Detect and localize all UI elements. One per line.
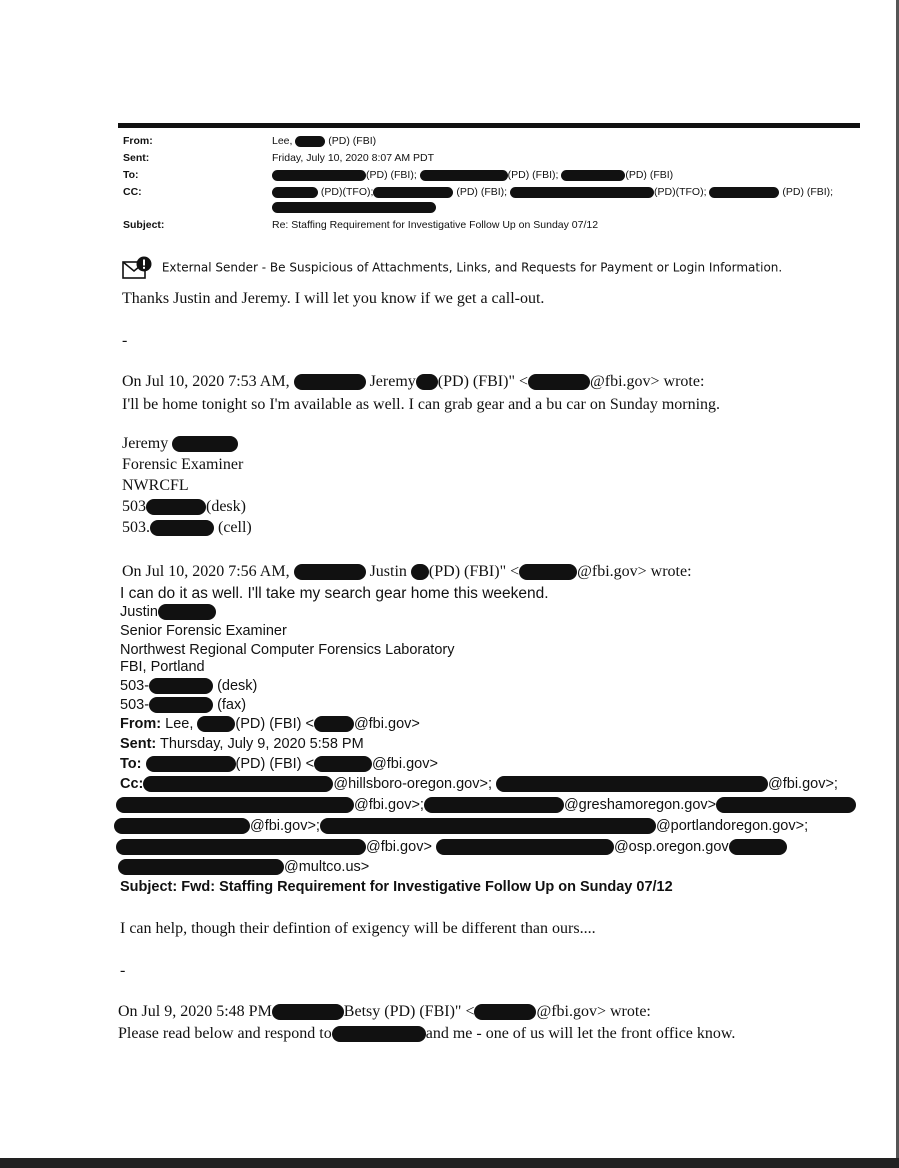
cc-address: @multco.us>: [284, 859, 370, 875]
redaction: [294, 374, 366, 390]
attribution-name: Justin: [369, 563, 407, 580]
sent-value: Friday, July 10, 2020 8:07 AM PDT: [272, 152, 435, 164]
separator-dash: -: [122, 332, 128, 349]
redaction: [116, 797, 354, 813]
phone-prefix: 503-: [120, 678, 150, 694]
attribution-name: Jeremy: [369, 373, 416, 390]
cc-part: (PD)(TFO);: [320, 186, 374, 198]
from-value: [272, 135, 376, 147]
justin-sig-location: FBI, Portland: [120, 659, 205, 675]
redaction: [729, 839, 787, 855]
redaction: [143, 776, 333, 792]
forward-from-label: From:: [120, 716, 162, 732]
justin-body: I can do it as well. I'll take my search gear home this weekend.: [120, 585, 549, 602]
cc-part: (PD) (FBI);: [782, 186, 834, 198]
forward-from-email: @fbi.gov>: [353, 716, 420, 732]
redaction: [149, 678, 213, 694]
phone-label: (desk): [217, 678, 258, 694]
phone-label: (desk): [206, 498, 246, 515]
header-divider: [118, 123, 860, 128]
redaction: [272, 187, 318, 198]
cc-part: (PD)(TFO);: [654, 186, 707, 198]
redaction: [528, 374, 590, 390]
redaction: [116, 839, 366, 855]
phone-prefix: 503.: [122, 519, 150, 536]
redaction: [172, 436, 238, 452]
jeremy-sig-name: [122, 435, 238, 453]
attribution-mid: (PD) (FBI)" <: [428, 563, 520, 580]
justin-sig-fax: [120, 697, 246, 713]
redaction: [149, 697, 213, 713]
redaction: [496, 776, 768, 792]
justin-attribution: [122, 563, 692, 581]
redaction: [510, 187, 654, 198]
forward-to-mid: (PD) (FBI) <: [235, 756, 315, 772]
forward-sent-label: Sent:: [120, 736, 157, 752]
forward-cc-label: Cc:: [120, 776, 144, 792]
body-prefix: Please read below and respond to: [118, 1025, 332, 1042]
redaction: [420, 170, 508, 181]
attribution-email: @fbi.gov> wrote:: [590, 373, 705, 390]
reply2-body: I can help, though their defintion of exigency will be different than ours....: [120, 920, 596, 937]
justin-sig-name: [120, 604, 216, 620]
betsy-attribution: [118, 1003, 651, 1021]
subject-value: Re: Staffing Requirement for Investigative Follow Up on Sunday 07/12: [272, 219, 599, 231]
attribution-mid: (PD) (FBI)" <: [437, 373, 528, 390]
redaction: [373, 187, 453, 198]
cc-address: @greshamoregon.gov>: [563, 797, 717, 813]
redaction: [146, 499, 206, 515]
forward-subject-label: Subject:: [120, 879, 178, 895]
subject-label: Subject:: [123, 219, 165, 231]
forward-subject: [120, 879, 673, 895]
betsy-body: [118, 1025, 735, 1043]
attribution-date: On Jul 9, 2020 5:48 PM: [118, 1003, 272, 1020]
redaction: [272, 202, 436, 213]
redaction: [146, 756, 236, 772]
redaction: [150, 520, 214, 536]
sig-name: Justin: [120, 604, 158, 620]
jeremy-body: I'll be home tonight so I'm available as well. I can grab gear and a bu car on Sunday morning.: [122, 396, 721, 413]
redaction: [272, 170, 366, 181]
redaction: [294, 564, 366, 580]
attribution-name: Betsy (PD) (FBI)" <: [343, 1003, 475, 1020]
redaction: [197, 716, 235, 732]
cc-value: [272, 186, 833, 198]
forward-to-label: To:: [120, 756, 142, 772]
forward-from-prefix: Lee,: [165, 716, 194, 732]
to-part: (PD) (FBI): [625, 169, 674, 181]
redaction: [314, 716, 354, 732]
forward-cc-line-5: [118, 859, 369, 875]
forward-sent-value: Thursday, July 9, 2020 5:58 PM: [160, 736, 364, 752]
forward-cc-line-2: [116, 797, 856, 813]
forward-from: [120, 716, 420, 732]
forward-subject-value: Fwd: Staffing Requirement for Investigative Follow Up on Sunday 07/12: [181, 879, 673, 895]
from-name-suffix: (PD) (FBI): [328, 135, 377, 147]
redaction: [411, 564, 429, 580]
forward-sent: [120, 736, 364, 752]
redaction: [158, 604, 216, 620]
redaction: [424, 797, 564, 813]
jeremy-sig-cell: [122, 519, 252, 537]
cc-part: (PD) (FBI);: [456, 186, 508, 198]
separator-dash: -: [120, 962, 126, 979]
cc-label: CC:: [123, 186, 142, 198]
redaction: [314, 756, 372, 772]
justin-sig-desk: [120, 678, 257, 694]
cc-address: @fbi.gov>;: [354, 797, 424, 813]
attribution-date: On Jul 10, 2020 7:53 AM,: [122, 373, 290, 390]
cc-address: @hillsboro-oregon.gov>;: [333, 776, 492, 792]
sig-name: Jeremy: [122, 435, 169, 452]
to-value: [272, 169, 673, 181]
forward-to-email: @fbi.gov>: [372, 756, 438, 772]
sent-label: Sent:: [123, 152, 150, 164]
redaction: [114, 818, 250, 834]
cc-address: @portlandoregon.gov>;: [655, 818, 809, 834]
cc-address: @osp.oregon.gov: [613, 839, 729, 855]
forward-cc-line-4: [116, 839, 787, 855]
justin-sig-org: Northwest Regional Computer Forensics Laboratory: [120, 642, 455, 658]
cc-address: @fbi.gov>: [366, 839, 432, 855]
forward-cc-line-3: [114, 818, 808, 834]
banner-text: External Sender - Be Suspicious of Attachments, Links, and Requests for Payment or Login Information.: [161, 260, 783, 275]
external-sender-banner: [122, 256, 782, 280]
phone-label: (cell): [218, 519, 252, 536]
reply-body: Thanks Justin and Jeremy. I will let you know if we get a call-out.: [122, 290, 545, 307]
redaction: [295, 136, 325, 147]
envelope-warning-icon: [122, 256, 152, 280]
forward-cc-line-1: [120, 776, 838, 792]
from-label: From:: [123, 135, 153, 147]
attribution-email: @fbi.gov> wrote:: [577, 563, 692, 580]
cc-address: @fbi.gov>;: [250, 818, 320, 834]
justin-sig-title: Senior Forensic Examiner: [120, 623, 287, 639]
body-suffix: and me - one of us will let the front office know.: [425, 1025, 736, 1042]
redaction: [320, 818, 656, 834]
page-edge-bottom: [0, 1158, 899, 1168]
cc-address: @fbi.gov>;: [768, 776, 838, 792]
phone-prefix: 503-: [120, 697, 150, 713]
redaction: [716, 797, 856, 813]
cc-value-continued: [272, 201, 436, 213]
redaction: [436, 839, 614, 855]
redaction: [709, 187, 779, 198]
to-part: (PD) (FBI);: [507, 169, 559, 181]
redaction: [519, 564, 577, 580]
attribution-date: On Jul 10, 2020 7:56 AM,: [122, 563, 290, 580]
jeremy-sig-desk: [122, 498, 246, 516]
to-label: To:: [123, 169, 139, 181]
from-name-prefix: Lee,: [272, 135, 293, 147]
jeremy-attribution: [122, 373, 704, 391]
redaction: [272, 1004, 344, 1020]
redaction: [416, 374, 438, 390]
redaction: [474, 1004, 536, 1020]
jeremy-sig-title: Forensic Examiner: [122, 456, 244, 473]
jeremy-sig-org: NWRCFL: [122, 477, 189, 494]
forward-from-mid: (PD) (FBI) <: [235, 716, 314, 732]
to-part: (PD) (FBI);: [366, 169, 417, 181]
redaction: [561, 170, 625, 181]
redaction: [118, 859, 284, 875]
attribution-email: @fbi.gov> wrote:: [536, 1003, 651, 1020]
phone-prefix: 503: [122, 498, 146, 515]
forward-to: [120, 756, 438, 772]
phone-label: (fax): [217, 697, 247, 713]
redaction: [332, 1026, 426, 1042]
